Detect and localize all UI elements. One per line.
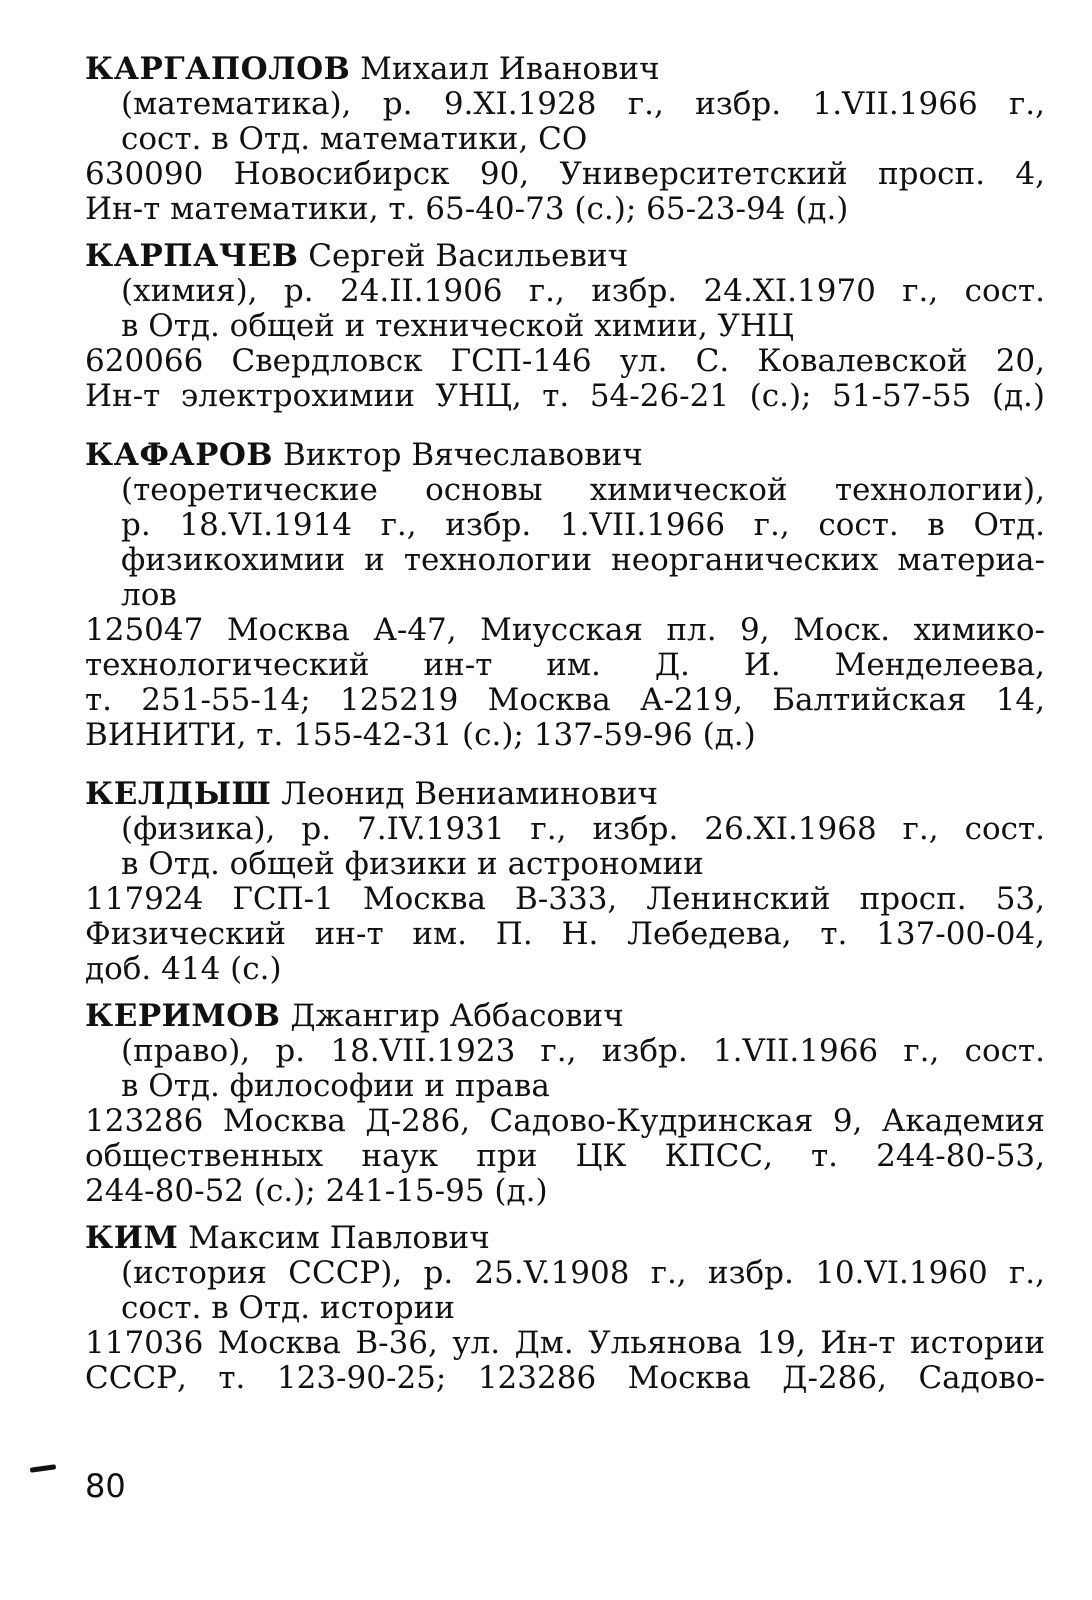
entry-details-line: (теоретические основы химической технологии), <box>121 472 1045 508</box>
entry-surname: КАРГАПОЛОВ <box>85 51 351 87</box>
entry-address-line: технологический ин-т им. Д. И. Менделеева, <box>85 647 1045 683</box>
entry-heading <box>85 1221 1045 1256</box>
entry-details-line: (физика), р. 7.IV.1931 г., избр. 26.XI.1968 г., сост. <box>121 811 1045 847</box>
entry-keldysh <box>85 777 1045 987</box>
entry-surname: КЕРИМОВ <box>85 998 281 1034</box>
entry-heading <box>85 52 1045 87</box>
entry-address-line: Ин-т математики, т. 65-40-73 (с.); 65-23-94 (д.) <box>85 191 849 227</box>
entry-address-line: общественных наук при ЦК КПСС, т. 244-80-53, <box>85 1138 1045 1174</box>
entry-address-line: 630090 Новосибирск 90, Университетский просп. 4, <box>85 156 1045 192</box>
entry-kerimov <box>85 999 1045 1209</box>
entry-kargapolov <box>85 52 1045 227</box>
entry-surname: КИМ <box>85 1220 179 1256</box>
entry-surname: КАФАРОВ <box>85 437 274 473</box>
entry-kafarov <box>85 438 1045 753</box>
entry-given-name: Михаил Иванович <box>360 51 660 87</box>
page-number: 80 <box>85 1467 126 1505</box>
entry-surname: КЕЛДЫШ <box>85 776 272 812</box>
entry-address-line: 125047 Москва А-47, Миусская пл. 9, Моск. химико- <box>85 612 1045 648</box>
entry-given-name: Джангир Аббасович <box>290 998 624 1034</box>
entry-address-line: Физический ин-т им. П. Н. Лебедева, т. 137-00-04, <box>85 916 1045 952</box>
entry-karpachev <box>85 239 1045 414</box>
entry-address-line: СССР, т. 123-90-25; 123286 Москва Д-286, Садово- <box>85 1360 1045 1396</box>
entry-heading <box>85 239 1045 274</box>
entry-address-line: т. 251-55-14; 125219 Москва А-219, Балтийская 14, <box>85 682 1045 718</box>
entry-address-line: 117924 ГСП-1 Москва В-333, Ленинский просп. 53, <box>85 881 1045 917</box>
entry-details-line: в Отд. философии и права <box>121 1068 550 1104</box>
entry-given-name: Сергей Васильевич <box>308 238 629 274</box>
entry-details-line: сост. в Отд. математики, СО <box>121 121 588 157</box>
entry-address-line: Ин-т электрохимии УНЦ, т. 54-26-21 (с.); 51-57-55 (д.) <box>85 378 1045 414</box>
entry-given-name: Виктор Вячеславович <box>282 437 643 473</box>
entry-heading <box>85 438 1045 473</box>
entry-given-name: Леонид Вениаминович <box>281 776 659 812</box>
entry-details-line: лов <box>121 577 177 613</box>
entry-details-line: (математика), р. 9.XI.1928 г., избр. 1.VII.1966 г., <box>121 86 1045 122</box>
entry-address-line: 244-80-52 (с.); 241-15-95 (д.) <box>85 1173 548 1209</box>
entry-surname: КАРПАЧЕВ <box>85 238 299 274</box>
entry-details-line: в Отд. общей физики и астрономии <box>121 846 704 882</box>
entry-address-line: доб. 414 (с.) <box>85 951 282 987</box>
entry-details-line: (история СССР), р. 25.V.1908 г., избр. 10.VI.1960 г., <box>121 1255 1045 1291</box>
entry-details-line: сост. в Отд. истории <box>121 1290 455 1326</box>
entry-address-line: 117036 Москва В-36, ул. Дм. Ульянова 19, Ин-т истории <box>85 1325 1045 1361</box>
entry-heading <box>85 777 1045 812</box>
directory-page <box>85 52 1045 1396</box>
entry-heading <box>85 999 1045 1034</box>
entry-address-line: ВИНИТИ, т. 155-42-31 (с.); 137-59-96 (д.) <box>85 717 756 753</box>
entry-details-line: р. 18.VI.1914 г., избр. 1.VII.1966 г., сост. в Отд. <box>121 507 1045 543</box>
entry-details-line: (химия), р. 24.II.1906 г., избр. 24.XI.1970 г., сост. <box>121 273 1045 309</box>
entry-kim <box>85 1221 1045 1396</box>
entry-details-line: физикохимии и технологии неорганических материа- <box>121 542 1045 578</box>
entry-address-line: 123286 Москва Д-286, Садово-Кудринская 9, Академия <box>85 1103 1045 1139</box>
entry-details-line: в Отд. общей и технической химии, УНЦ <box>121 308 795 344</box>
entry-details-line: (право), р. 18.VII.1923 г., избр. 1.VII.1966 г., сост. <box>121 1033 1045 1069</box>
margin-mark <box>30 1464 56 1473</box>
entry-given-name: Максим Павлович <box>188 1220 490 1256</box>
entry-address-line: 620066 Свердловск ГСП-146 ул. С. Ковалевской 20, <box>85 343 1045 379</box>
